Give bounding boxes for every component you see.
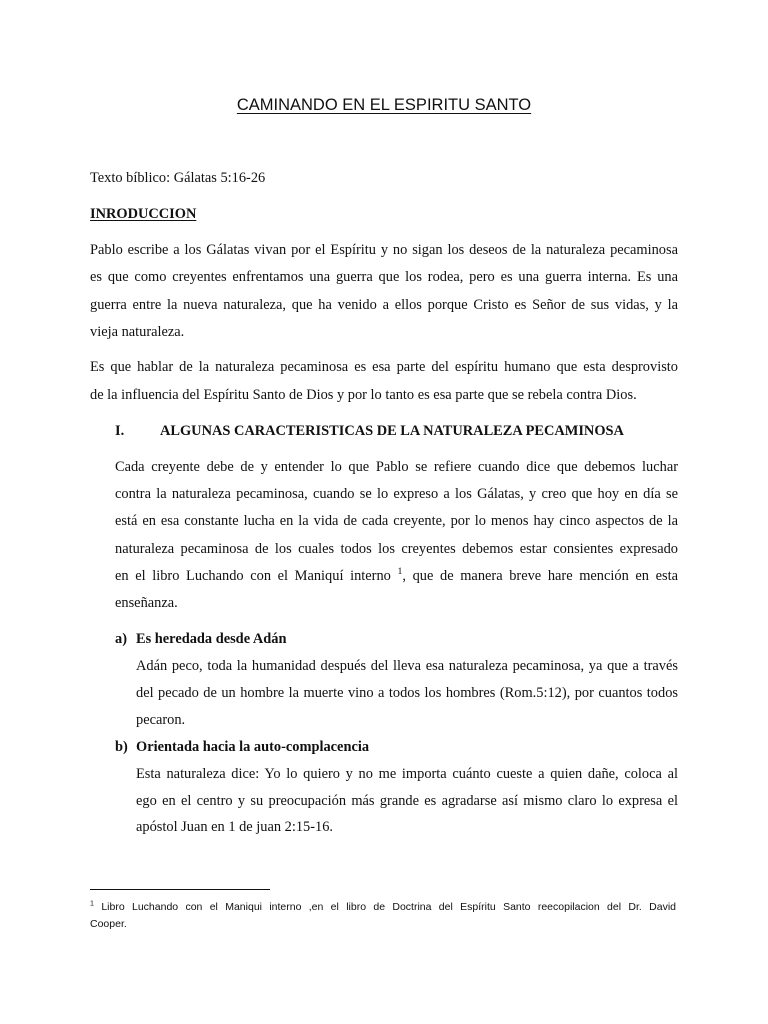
- intro-heading: INRODUCCION: [90, 206, 197, 222]
- paragraph-line-with-footnote-ref: [115, 563, 678, 590]
- paragraph-line: del pecado de un hombre la muerte vino a todos los hombres (Rom.5:12), por cuantos todos: [136, 685, 678, 701]
- list-item-heading: [0, 626, 768, 653]
- paragraph-line: guerra entre la nueva naturaleza, que ha venido a ellos porque Cristo es Señor de sus vidas, y la: [90, 296, 678, 313]
- paragraph-line: pecaron.: [136, 712, 186, 728]
- list-item-body: [136, 761, 678, 841]
- paragraph-line: apóstol Juan en 1 de juan 2:15-16.: [136, 819, 334, 836]
- line-text: en el libro Luchando con el Maniquí interno: [115, 567, 398, 584]
- footnote-line: [90, 899, 676, 916]
- list-item-body: [136, 653, 678, 734]
- footnote-reference: 1: [397, 566, 403, 578]
- footnote-text: Libro Luchando con el Maniqui interno ,en el libro de Doctrina del Espíritu Santo reecopilacion del Dr. David: [101, 901, 676, 913]
- footnote: [90, 899, 676, 933]
- document-title: CAMINANDO EN EL ESPIRITU SANTO: [236, 96, 532, 114]
- paragraph-line: de la influencia del Espíritu Santo de Dios y por lo tanto es esa parte que se rebela contra Dios.: [90, 386, 637, 403]
- list-item-title: Orientada hacia la auto-complacencia: [136, 739, 370, 755]
- footnote-number: 1: [90, 899, 94, 908]
- list-item-title: Es heredada desde Adán: [136, 631, 287, 647]
- intro-paragraph-2: [90, 354, 678, 409]
- paragraph-line: está en esa constante lucha en la vida de cada creyente, por lo menos hay cinco aspectos de la: [115, 513, 678, 530]
- paragraph-line: Pablo escribe a los Gálatas vivan por el Espíritu y no sigan los deseos de la naturaleza pecaminosa: [90, 242, 678, 258]
- paragraph-line: Adán peco, toda la humanidad después del lleva esa naturaleza pecaminosa, ya que a través: [136, 658, 678, 674]
- footnote-line: Cooper.: [90, 918, 127, 930]
- section-paragraph: [115, 454, 678, 617]
- intro-paragraph-1: [90, 237, 678, 346]
- paragraph-line: Cada creyente debe de y entender lo que Pablo se refiere cuando dice que debemos luchar: [115, 459, 678, 475]
- list-item-marker: a): [115, 631, 127, 647]
- list-item-heading: [0, 734, 768, 761]
- paragraph-line: Esta naturaleza dice: Yo lo quiero y no me importa cuánto cueste a quien dañe, coloca al: [136, 766, 678, 782]
- list-item-marker: b): [115, 739, 128, 755]
- section-title: ALGUNAS CARACTERISTICAS DE LA NATURALEZA PECAMINOSA: [160, 423, 624, 439]
- section-heading: [0, 418, 768, 445]
- paragraph-line: naturaleza pecaminosa de los cuales todos los creyentes debemos estar consientes expresado: [115, 540, 678, 557]
- footnote-separator: [90, 889, 270, 890]
- paragraph-line: vieja naturaleza.: [90, 323, 185, 340]
- intro-heading-container: [90, 201, 678, 228]
- paragraph-line: contra la naturaleza pecaminosa, cuando se lo expreso a los Gálatas, y creo que hoy en día se: [115, 486, 678, 503]
- paragraph-line: Es que hablar de la naturaleza pecaminosa es esa parte del espíritu humano que esta desprovisto: [90, 359, 678, 375]
- paragraph-line: enseñanza.: [115, 595, 178, 612]
- paragraph-line: es que como creyentes enfrentamos una guerra que los rodea, pero es una guerra interna. Es una: [90, 269, 678, 286]
- paragraph-line: ego en el centro y su preocupación más grande es agradarse así mismo claro lo expresa el: [136, 792, 678, 809]
- bible-text-reference: Texto bíblico: Gálatas 5:16-26: [90, 170, 266, 186]
- section-number: I.: [115, 423, 125, 439]
- document-title-container: [0, 95, 768, 115]
- line-text: , que de manera breve hare mención en esta: [402, 567, 678, 584]
